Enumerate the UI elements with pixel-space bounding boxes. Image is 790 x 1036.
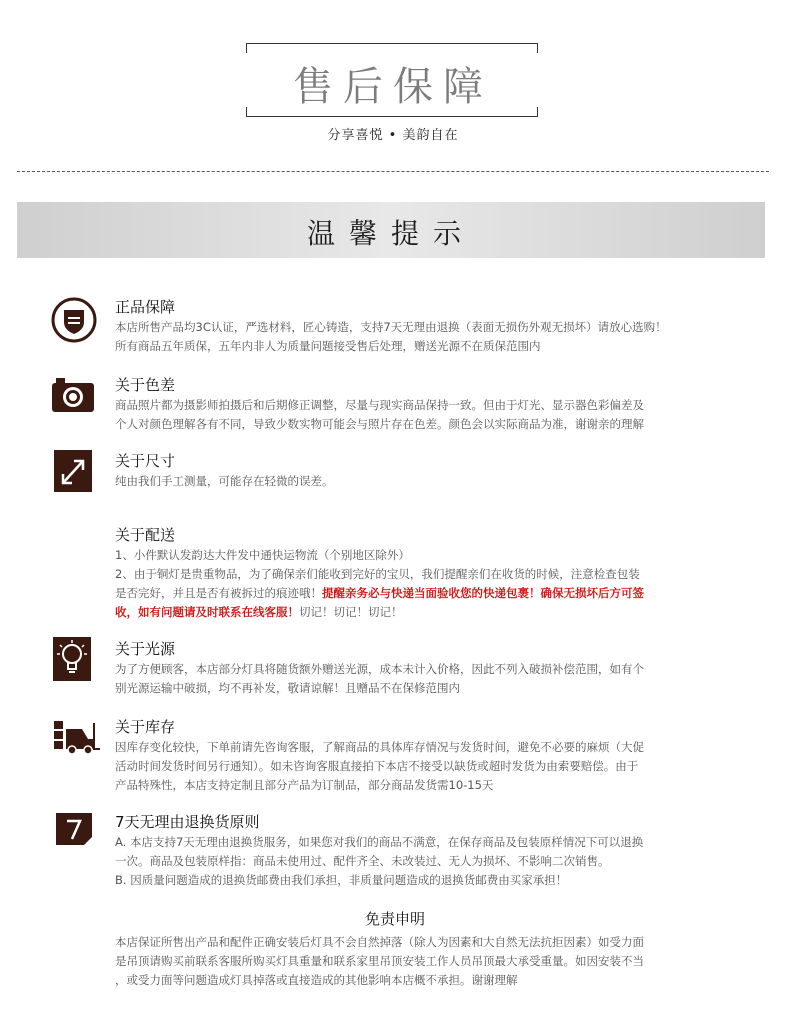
- section-title: 正品保障: [115, 298, 176, 316]
- section-text: 本店所售产品均3C认证，严选材料，匠心铸造，支持7天无理由退换（表面无损伤外观无损坏）请放心选购！ 所有商品五年质保，五年内非人为质量问题接受售后处理，赠送光源不在质保范围内: [115, 320, 667, 353]
- page-title: 售后保障: [293, 64, 493, 110]
- section-text: 纯由我们手工测量，可能存在轻微的误差。: [115, 474, 334, 488]
- section-light-source: [115, 639, 715, 698]
- section-delivery: [115, 525, 715, 622]
- section-text: 商品照片都为摄影师拍摄后和后期修正调整，尽量与现实商品保持一致。但由于灯光、显示器色彩偏差及 个人对颜色理解各有不同，导致少数实物可能会与照片存在色差。颜色会以实际商品为准，谢谢亲的理解: [115, 398, 644, 431]
- resize-arrow-icon: [54, 450, 92, 492]
- section-text: 因库存变化较快，下单前请先咨询客服，了解商品的具体库存情况与发货时间，避免不必要的麻烦（大促 活动时间发货时间另行通知）。如未咨询客服直接拍下本店不接受以缺货或超时发货为由索要赔偿。由于 产品特殊性，本店支持定制且部分产品为订制品，部分商品发货需10-15天: [115, 740, 644, 792]
- section-text: 1、小件默认发韵达大件发中通快运物流（个别地区除外） 2、由于铜灯是贵重物品，为了确保亲们能收到完好的宝贝，我们提醒亲们在收货的时候，注意检查包装 是否完好，并且是否有被拆过的痕迹哦！提醒亲务必与快递当面验收您的快递包裹！确保无损坏后方可签 收，如有问题请及时联系在线客服！切记！切记！切记！: [115, 548, 644, 619]
- light-bulb-icon: [53, 637, 91, 681]
- section-title: 关于配送: [115, 526, 176, 544]
- disclaimer-title: 免责申明: [364, 910, 425, 928]
- shield-icon: [50, 296, 98, 344]
- camera-icon: [50, 374, 96, 414]
- warning-text: 提醒亲务必与快递当面验收您的快递包裹！确保无损坏后方可签: [322, 586, 644, 600]
- section-title: 7天无理由退换货原则: [115, 813, 260, 831]
- section-color: [115, 375, 715, 434]
- section-title: 关于光源: [115, 640, 176, 658]
- section-authentic: [115, 297, 715, 356]
- section-title: 关于尺寸: [115, 452, 176, 470]
- section-title: 关于库存: [115, 718, 176, 736]
- divider: [17, 171, 769, 172]
- section-text: 为了方便顾客，本店部分灯具将随货额外赠送光源，成本未计入价格，因此不列入破损补偿范围，如有个 别光源运输中破损，均不再补发，敬请谅解！且赠品不在保修范围内: [115, 662, 644, 695]
- forklift-icon: [52, 719, 100, 755]
- section-title: 关于色差: [115, 376, 176, 394]
- section-size: [115, 451, 715, 491]
- section-stock: [115, 717, 715, 795]
- seven-days-icon: [56, 813, 92, 845]
- tips-banner: [17, 202, 765, 258]
- section-return-policy: [115, 812, 715, 890]
- warning-text: 收，如有问题请及时联系在线客服！: [115, 605, 299, 619]
- page-subtitle: 分享喜悦 • 美韵自在: [327, 128, 459, 143]
- banner-title: 温馨提示: [306, 217, 475, 250]
- section-text: A. 本店支持7天无理由退换货服务，如果您对我们的商品不满意，在保存商品及包装原样情况下可以退换 一次。商品及包装原样指：商品未使用过、配件齐全、未改装过、无人为损坏、不影响二次销售。 B. 因质量问题造成的退换货邮费由我们承担，非质量问题造成的退换货邮费由买家承担！: [115, 835, 644, 887]
- disclaimer-text: 本店保证所售出产品和配件正确安装后灯具不会自然掉落（除人为因素和大自然无法抗拒因素）如受力面 是吊顶请购买前联系客服所购买灯具重量和联系家里吊顶安装工作人员吊顶最大承受重量。如因安装不当 ，或受力面等问题造成灯具掉落或直接造成的其他影响本店概不承担。谢谢理解: [115, 935, 644, 987]
